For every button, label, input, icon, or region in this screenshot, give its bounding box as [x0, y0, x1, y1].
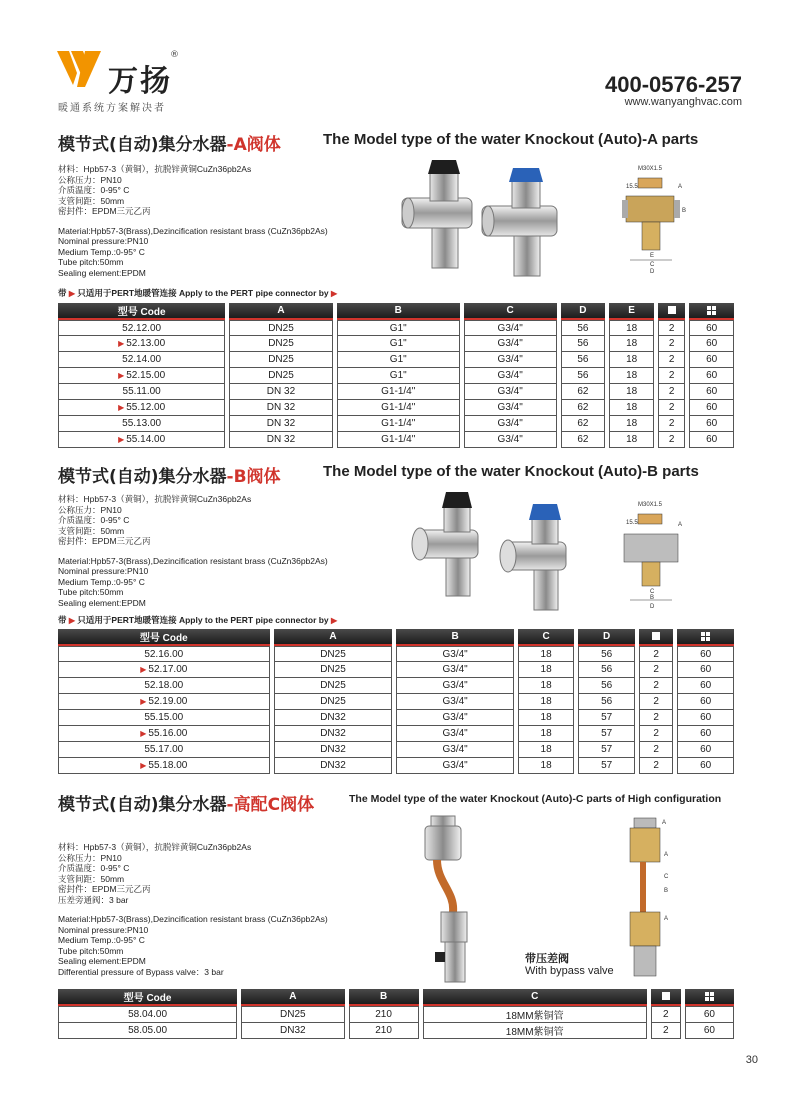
- brand-name: 万扬: [108, 64, 172, 99]
- cell-d: 62: [561, 384, 606, 400]
- cell-code: 55.11.00: [58, 384, 225, 400]
- cell-code: 52.16.00: [58, 646, 270, 662]
- cell-c: G3/4": [464, 384, 557, 400]
- col-b: B: [396, 629, 513, 646]
- valve-b-diagram: [620, 496, 692, 611]
- col-unit: [651, 989, 681, 1006]
- cell-g: 60: [677, 646, 734, 662]
- cell-f: 2: [658, 336, 685, 352]
- section-b-title-cn: 模节式(自动)集分水器-B阀体: [58, 467, 281, 487]
- cell-g: 60: [677, 678, 734, 694]
- svg-text:A: A: [664, 852, 669, 858]
- cell-c: G3/4": [464, 368, 557, 384]
- col-code: 型号 Code: [58, 303, 225, 320]
- red-marker-icon: ▶: [140, 665, 147, 674]
- col-pack: [685, 989, 734, 1006]
- section-b-specs: 材料：Hpb57-3（黄铜），抗脱锌黄铜CuZn36pb2As 公称压力：PN10 介质温度：0-95° C 支管间距：50mm 密封件：EPDM三元乙丙 Material:Hpb57-3(Brass),Dezincification resistant brass (CuZn36pb2As) Nominal pressure:PN10 Medium Temp.:0-95° C Tube pitch:50mm Sealing element:EPDM: [58, 494, 328, 608]
- red-marker-icon: ▶: [118, 371, 125, 380]
- table-row: [58, 646, 734, 662]
- cell-code: 52.12.00: [58, 320, 225, 336]
- cell-code: 58.04.00: [58, 1006, 237, 1023]
- cell-b: G3/4": [396, 678, 513, 694]
- col-d: D: [578, 629, 635, 646]
- cell-a: DN 32: [229, 384, 332, 400]
- page-header: [0, 0, 800, 120]
- cell-a: DN 32: [229, 400, 332, 416]
- table-row: [58, 742, 734, 758]
- red-marker-icon: ▶: [118, 435, 125, 444]
- section-a-title-cn: 模节式(自动)集分水器-A阀体: [58, 135, 281, 155]
- table-row: [58, 400, 734, 416]
- cell-c: 18: [518, 710, 575, 726]
- section-a-title-en: The Model type of the water Knockout (Auto)-A parts: [323, 131, 699, 148]
- cell-f: 2: [639, 710, 673, 726]
- cell-g: 60: [689, 400, 734, 416]
- col-unit: [658, 303, 685, 320]
- col-c: C: [423, 989, 647, 1006]
- cell-d: 56: [561, 336, 606, 352]
- cell-f: 2: [658, 400, 685, 416]
- cell-c: 18: [518, 646, 575, 662]
- svg-text:D: D: [650, 269, 655, 275]
- cell-a: DN25: [229, 352, 332, 368]
- cell-c: G3/4": [464, 416, 557, 432]
- red-marker-icon: ▶: [140, 697, 147, 706]
- cell-f: 2: [651, 1006, 681, 1023]
- cell-b: G1": [337, 368, 460, 384]
- cell-d: 56: [561, 352, 606, 368]
- cell-code: 55.15.00: [58, 710, 270, 726]
- col-pack: [677, 629, 734, 646]
- svg-text:M30X1.5: M30X1.5: [638, 166, 663, 172]
- cell-b: G3/4": [396, 646, 513, 662]
- brand-tagline: 暖通系统方案解决者: [58, 103, 166, 114]
- table-row: [58, 710, 734, 726]
- svg-text:B: B: [682, 208, 687, 214]
- cell-b: G1": [337, 320, 460, 336]
- cell-a: DN32: [241, 1023, 344, 1039]
- valve-c-photo: [415, 812, 475, 987]
- carton-grid-icon: [701, 632, 710, 641]
- col-a: A: [229, 303, 332, 320]
- cell-f: 2: [658, 352, 685, 368]
- table-row: [58, 726, 734, 742]
- cell-g: 60: [677, 742, 734, 758]
- website-url[interactable]: www.wanyanghvac.com: [624, 96, 742, 108]
- bypass-label-en: With bypass valve: [525, 965, 614, 977]
- single-box-icon: [652, 632, 660, 640]
- cell-b: G3/4": [396, 662, 513, 678]
- cell-e: 18: [609, 368, 654, 384]
- cell-c: 18: [518, 758, 575, 774]
- section-c-title-cn: 模节式(自动)集分水器-高配C阀体: [58, 795, 315, 815]
- cell-f: 2: [658, 384, 685, 400]
- cell-b: G1": [337, 352, 460, 368]
- cell-g: 60: [689, 336, 734, 352]
- col-a: A: [241, 989, 344, 1006]
- table-row: [58, 336, 734, 352]
- cell-a: DN25: [274, 646, 393, 662]
- cell-f: 2: [658, 320, 685, 336]
- col-b: B: [337, 303, 460, 320]
- cell-a: DN25: [229, 368, 332, 384]
- cell-b: G1-1/4": [337, 416, 460, 432]
- cell-d: 57: [578, 742, 635, 758]
- cell-g: 60: [689, 352, 734, 368]
- section-b-connect-note: 带 ▶ 只适用于PERT地暖管连接 Apply to the PERT pipe connector by ▶: [58, 615, 338, 625]
- cell-c: G3/4": [464, 352, 557, 368]
- cell-f: 2: [658, 368, 685, 384]
- single-box-icon: [662, 992, 670, 1000]
- table-row: [58, 352, 734, 368]
- svg-text:E: E: [650, 253, 655, 259]
- valve-c-diagram: [620, 812, 692, 987]
- cell-b: G1-1/4": [337, 400, 460, 416]
- cell-f: 2: [658, 432, 685, 448]
- svg-text:15.5: 15.5: [626, 184, 638, 190]
- cell-b: G3/4": [396, 694, 513, 710]
- cell-d: 62: [561, 416, 606, 432]
- cell-a: DN25: [274, 678, 393, 694]
- cell-f: 2: [639, 726, 673, 742]
- valve-a-photo: [400, 158, 575, 283]
- carton-grid-icon: [707, 306, 716, 315]
- cell-g: 60: [677, 758, 734, 774]
- red-marker-icon: ▶: [140, 729, 147, 738]
- cell-f: 2: [639, 742, 673, 758]
- cell-g: 60: [689, 384, 734, 400]
- table-row: [58, 1006, 734, 1023]
- cell-c: G3/4": [464, 336, 557, 352]
- red-marker-icon: ▶: [118, 403, 125, 412]
- section-c-table: [54, 989, 738, 1039]
- section-b-title-en: The Model type of the water Knockout (Auto)-B parts: [323, 463, 699, 480]
- cell-code: 55.13.00: [58, 416, 225, 432]
- svg-text:15.5: 15.5: [626, 520, 638, 526]
- cell-d: 56: [578, 694, 635, 710]
- cell-g: 60: [677, 694, 734, 710]
- cell-b: G1": [337, 336, 460, 352]
- cell-e: 18: [609, 400, 654, 416]
- col-code: 型号 Code: [58, 629, 270, 646]
- cell-e: 18: [609, 432, 654, 448]
- table-row: [58, 368, 734, 384]
- table-row: [58, 1023, 734, 1039]
- cell-a: DN32: [274, 742, 393, 758]
- cell-d: 57: [578, 758, 635, 774]
- cell-code: ▶ 55.14.00: [58, 432, 225, 448]
- cell-f: 2: [639, 694, 673, 710]
- section-b-table: [54, 629, 738, 774]
- svg-text:C: C: [650, 589, 655, 595]
- cell-d: 56: [561, 320, 606, 336]
- cell-e: 18: [609, 336, 654, 352]
- cell-b: G1-1/4": [337, 384, 460, 400]
- table-row: [58, 758, 734, 774]
- cell-d: 57: [578, 726, 635, 742]
- cell-c: 18MM紫铜管: [423, 1023, 647, 1039]
- cell-g: 60: [689, 320, 734, 336]
- svg-text:A: A: [662, 820, 667, 826]
- cell-code: 55.17.00: [58, 742, 270, 758]
- cell-c: G3/4": [464, 400, 557, 416]
- registered-mark: ®: [170, 50, 179, 60]
- cell-g: 60: [689, 432, 734, 448]
- cell-d: 62: [561, 400, 606, 416]
- table-row: [58, 694, 734, 710]
- svg-text:B: B: [664, 888, 669, 894]
- svg-text:C: C: [650, 262, 655, 268]
- cell-f: 2: [639, 758, 673, 774]
- cell-a: DN32: [274, 710, 393, 726]
- table-row: [58, 320, 734, 336]
- cell-code: ▶ 55.12.00: [58, 400, 225, 416]
- cell-code: 58.05.00: [58, 1023, 237, 1039]
- table-row: [58, 416, 734, 432]
- table-row: [58, 432, 734, 448]
- cell-d: 56: [578, 678, 635, 694]
- cell-code: ▶ 55.16.00: [58, 726, 270, 742]
- col-code: 型号 Code: [58, 989, 237, 1006]
- cell-c: 18: [518, 678, 575, 694]
- cell-code: ▶ 52.17.00: [58, 662, 270, 678]
- cell-f: 2: [639, 662, 673, 678]
- valve-a-diagram: [620, 160, 692, 275]
- cell-d: 57: [578, 710, 635, 726]
- single-box-icon: [668, 306, 676, 314]
- cell-c: 18: [518, 694, 575, 710]
- cell-a: DN25: [229, 336, 332, 352]
- cell-b: G3/4": [396, 758, 513, 774]
- svg-text:B: B: [650, 595, 655, 601]
- table-row: [58, 662, 734, 678]
- svg-text:A: A: [678, 522, 683, 528]
- red-marker-icon: ▶: [140, 761, 147, 770]
- col-a: A: [274, 629, 393, 646]
- cell-g: 60: [689, 416, 734, 432]
- cell-b: G3/4": [396, 710, 513, 726]
- cell-b: 210: [349, 1006, 419, 1023]
- svg-text:D: D: [650, 604, 655, 610]
- cell-a: DN32: [274, 726, 393, 742]
- cell-c: 18: [518, 726, 575, 742]
- section-a-connect-note: 带 ▶ 只适用于PERT地暖管连接 Apply to the PERT pipe connector by ▶: [58, 288, 338, 298]
- section-a-table: [54, 303, 738, 448]
- cell-e: 18: [609, 384, 654, 400]
- cell-code: 52.14.00: [58, 352, 225, 368]
- cell-g: 60: [689, 368, 734, 384]
- cell-a: DN25: [274, 694, 393, 710]
- table-row: [58, 384, 734, 400]
- cell-a: DN32: [274, 758, 393, 774]
- col-b: B: [349, 989, 419, 1006]
- cell-a: DN25: [241, 1006, 344, 1023]
- col-unit: [639, 629, 673, 646]
- cell-g: 60: [677, 726, 734, 742]
- valve-b-photo: [410, 486, 585, 618]
- col-d: D: [561, 303, 606, 320]
- cell-code: ▶ 55.18.00: [58, 758, 270, 774]
- col-pack: [689, 303, 734, 320]
- svg-text:A: A: [678, 184, 683, 190]
- svg-text:A: A: [664, 916, 669, 922]
- cell-e: 18: [609, 416, 654, 432]
- cell-c: G3/4": [464, 320, 557, 336]
- cell-b: 210: [349, 1023, 419, 1039]
- cell-c: G3/4": [464, 432, 557, 448]
- cell-g: 60: [677, 662, 734, 678]
- cell-code: ▶ 52.15.00: [58, 368, 225, 384]
- cell-e: 18: [609, 352, 654, 368]
- cell-f: 2: [639, 678, 673, 694]
- svg-text:M30X1.5: M30X1.5: [638, 502, 663, 508]
- table-row: [58, 678, 734, 694]
- cell-g: 60: [685, 1023, 734, 1039]
- cell-a: DN25: [229, 320, 332, 336]
- cell-b: G3/4": [396, 726, 513, 742]
- cell-d: 56: [561, 368, 606, 384]
- cell-b: G3/4": [396, 742, 513, 758]
- cell-code: ▶ 52.19.00: [58, 694, 270, 710]
- bypass-label-cn: 带压差阀: [525, 952, 569, 965]
- cell-c: 18: [518, 662, 575, 678]
- cell-a: DN 32: [229, 416, 332, 432]
- cell-d: 56: [578, 646, 635, 662]
- cell-f: 2: [639, 646, 673, 662]
- col-c: C: [518, 629, 575, 646]
- cell-g: 60: [677, 710, 734, 726]
- cell-f: 2: [658, 416, 685, 432]
- cell-d: 62: [561, 432, 606, 448]
- svg-text:C: C: [664, 874, 669, 880]
- col-e: E: [609, 303, 654, 320]
- cell-c: 18: [518, 742, 575, 758]
- page-number: 30: [745, 1054, 758, 1066]
- col-c: C: [464, 303, 557, 320]
- cell-a: DN25: [274, 662, 393, 678]
- cell-f: 2: [651, 1023, 681, 1039]
- section-a-specs: 材料：Hpb57-3（黄铜），抗脱锌黄铜CuZn36pb2As 公称压力：PN10 介质温度：0-95° C 支管间距：50mm 密封件：EPDM三元乙丙 Material:Hpb57-3(Brass),Dezincification resistant brass (CuZn36pb2As) Nominal pressure:PN10 Medium Temp.:0-95° C Tube pitch:50mm Sealing element:EPDM: [58, 164, 328, 278]
- cell-a: DN 32: [229, 432, 332, 448]
- carton-grid-icon: [705, 992, 714, 1001]
- red-marker-icon: ▶: [118, 339, 125, 348]
- cell-b: G1-1/4": [337, 432, 460, 448]
- cell-code: ▶ 52.13.00: [58, 336, 225, 352]
- section-c-specs: 材料：Hpb57-3（黄铜），抗脱锌黄铜CuZn36pb2As 公称压力：PN10 介质温度：0-95° C 支管间距：50mm 密封件：EPDM三元乙丙 压差旁通阀：3 bar Material:Hpb57-3(Brass),Dezincification resistant brass (CuZn36pb2As) Nominal pressure:PN10 Medium Temp.:0-95° C Tube pitch:50mm Sealing element:EPDM Differential pressure of Bypass valve：3 bar: [58, 842, 328, 977]
- cell-e: 18: [609, 320, 654, 336]
- cell-code: 52.18.00: [58, 678, 270, 694]
- section-c-title-en: The Model type of the water Knockout (Auto)-C parts of High configuration: [349, 793, 722, 805]
- cell-c: 18MM紫铜管: [423, 1006, 647, 1023]
- cell-d: 56: [578, 662, 635, 678]
- phone-number: 400-0576-257: [604, 72, 742, 97]
- cell-g: 60: [685, 1006, 734, 1023]
